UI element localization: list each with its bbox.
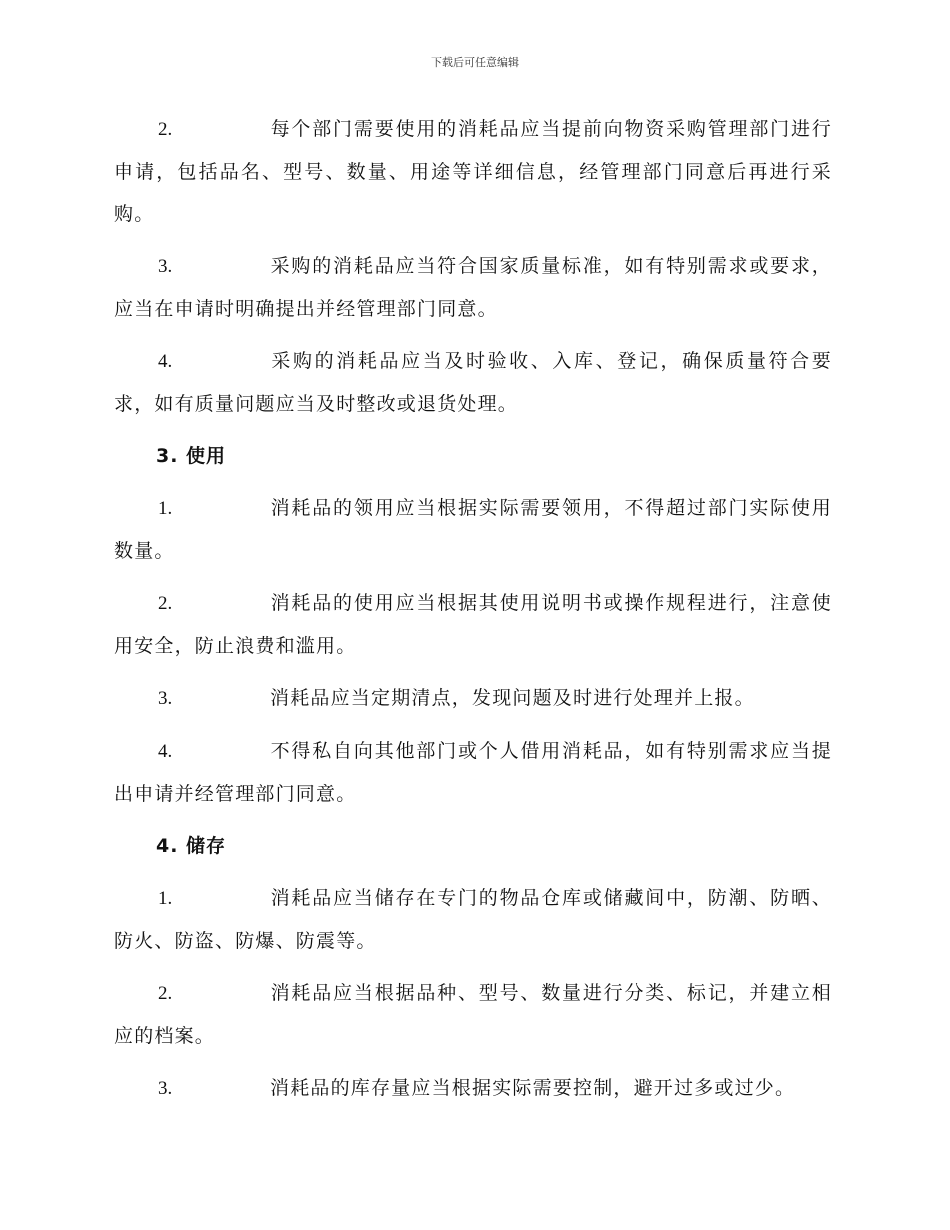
item-text: 消耗品的使用应当根据其使用说明书或操作规程进行，注意使用安全，防止浪费和滥用。 — [114, 592, 832, 657]
item-text: 不得私自向其他部门或个人借用消耗品，如有特别需求应当提出申请并经管理部门同意。 — [114, 740, 832, 805]
list-item — [114, 1067, 832, 1110]
item-number: 4. — [158, 351, 173, 372]
item-number: 2. — [158, 119, 173, 140]
list-item — [114, 877, 832, 962]
list-item — [114, 972, 832, 1057]
section-heading-usage: 3. 使用 — [156, 445, 227, 467]
item-text: 消耗品的库存量应当根据实际需要控制，避开过多或过少。 — [270, 1077, 796, 1099]
item-text: 消耗品应当定期清点，发现问题及时进行处理并上报。 — [270, 687, 755, 709]
item-text: 消耗品应当根据品种、型号、数量进行分类、标记，并建立相应的档案。 — [114, 982, 832, 1047]
item-text: 每个部门需要使用的消耗品应当提前向物资采购管理部门进行申请，包括品名、型号、数量、用途等详细信息，经管理部门同意后再进行采购。 — [114, 118, 832, 225]
document-body — [114, 108, 832, 1120]
item-text: 消耗品应当储存在专门的物品仓库或储藏间中，防潮、防晒、防火、防盗、防爆、防震等。 — [114, 887, 832, 952]
list-item — [114, 677, 832, 720]
item-number: 3. — [158, 1078, 173, 1099]
section-heading-storage: 4. 储存 — [156, 835, 227, 857]
item-text: 消耗品的领用应当根据实际需要领用，不得超过部门实际使用数量。 — [114, 497, 832, 562]
page-header: 下载后可任意编辑 — [431, 56, 519, 69]
item-text: 采购的消耗品应当及时验收、入库、登记，确保质量符合要求，如有质量问题应当及时整改或退货处理。 — [114, 350, 832, 415]
list-item — [114, 340, 832, 425]
item-number: 3. — [158, 688, 173, 709]
list-item — [114, 582, 832, 667]
item-number: 2. — [158, 593, 173, 614]
list-item — [114, 730, 832, 815]
list-item — [114, 245, 832, 330]
list-item — [114, 487, 832, 572]
item-text: 采购的消耗品应当符合国家质量标准，如有特别需求或要求，应当在申请时明确提出并经管理部门同意。 — [114, 255, 832, 320]
item-number: 2. — [158, 983, 173, 1004]
list-item — [114, 108, 832, 235]
item-number: 1. — [158, 498, 173, 519]
item-number: 4. — [158, 741, 173, 762]
item-number: 1. — [158, 888, 173, 909]
item-number: 3. — [158, 256, 173, 277]
